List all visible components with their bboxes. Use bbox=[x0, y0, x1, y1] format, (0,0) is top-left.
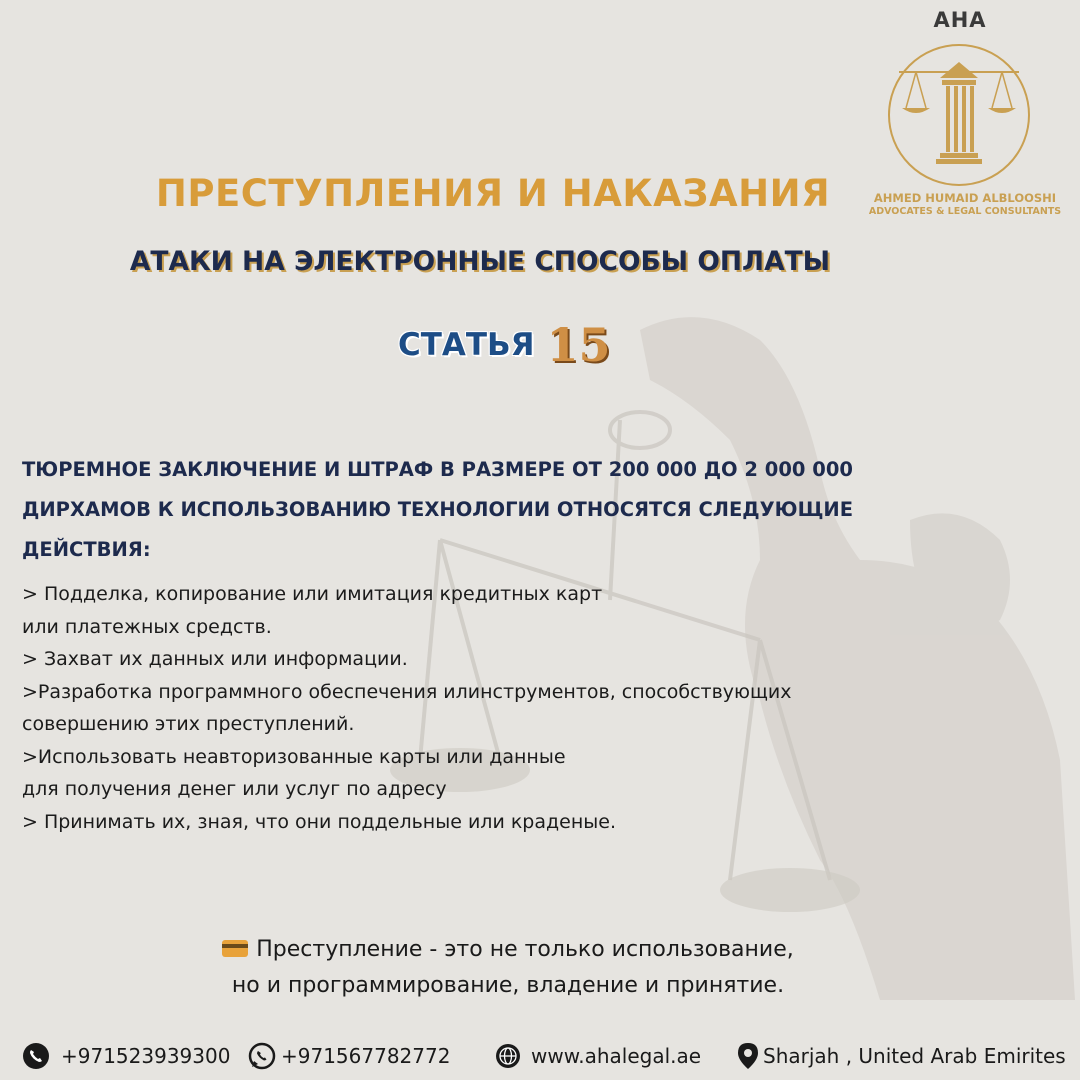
scales-column-icon bbox=[874, 40, 1044, 190]
website-url: www.ahalegal.ae bbox=[531, 1044, 702, 1068]
list-item: >Использовать неавторизованные карты или данные bbox=[22, 745, 566, 768]
location-contact bbox=[736, 1042, 1066, 1070]
logo-firm-name: AHMED HUMAID ALBLOOSHI bbox=[873, 191, 1057, 205]
offence-list bbox=[22, 578, 892, 838]
whatsapp-icon bbox=[248, 1042, 276, 1070]
penalty-line: ДИРХАМОВ К ИСПОЛЬЗОВАНИЮ ТЕХНОЛОГИИ ОТНОСЯТСЯ СЛЕДУЮЩИЕ bbox=[22, 498, 854, 521]
list-item: совершению этих преступлений. bbox=[22, 713, 355, 735]
phone-number: +971523939300 bbox=[61, 1044, 231, 1068]
list-item: > Захват их данных или информации. bbox=[22, 648, 408, 670]
page-subtitle: АТАКИ НА ЭЛЕКТРОННЫЕ СПОСОБЫ ОПЛАТЫ bbox=[129, 246, 831, 277]
contact-footer bbox=[0, 1036, 1080, 1076]
whatsapp-contact[interactable] bbox=[248, 1042, 450, 1070]
penalty-line: ТЮРЕМНОЕ ЗАКЛЮЧЕНИЕ И ШТРАФ В РАЗМЕРЕ ОТ 200 000 ДО 2 000 000 bbox=[22, 458, 853, 481]
whatsapp-number: +971567782772 bbox=[281, 1044, 451, 1068]
article-label: СТАТЬЯ bbox=[398, 327, 535, 363]
list-item: или платежных средств. bbox=[22, 615, 272, 638]
location-pin-icon bbox=[736, 1042, 760, 1070]
summary-note bbox=[0, 932, 1016, 1004]
penalty-line: ДЕЙСТВИЯ: bbox=[22, 538, 151, 561]
page-title: ПРЕСТУПЛЕНИЯ И НАКАЗАНИЯ bbox=[155, 172, 831, 215]
list-item: > Подделка, копирование или имитация кредитных карт bbox=[22, 583, 603, 605]
list-item: > Принимать их, зная, что они поддельные или краденые. bbox=[22, 810, 616, 833]
note-line-1: Преступление - это не только использование, bbox=[256, 937, 794, 962]
logo-mark: AHA bbox=[933, 8, 987, 32]
logo-firm-subtitle: ADVOCATES & LEGAL CONSULTANTS bbox=[868, 206, 1062, 217]
location-text: Sharjah , United Arab Emirites bbox=[763, 1044, 1066, 1068]
article-heading bbox=[398, 318, 611, 374]
phone-icon bbox=[22, 1042, 50, 1070]
note-line-2: но и программирование, владение и принятие. bbox=[231, 973, 785, 998]
list-item: для получения денег или услуг по адресу bbox=[22, 778, 447, 800]
phone-contact[interactable] bbox=[22, 1042, 230, 1070]
credit-card-icon bbox=[222, 940, 248, 957]
list-item: >Разработка программного обеспечения илинструментов, способствующих bbox=[22, 680, 792, 703]
penalty-statement bbox=[22, 450, 882, 570]
article-number: 15 bbox=[546, 318, 611, 372]
globe-icon bbox=[494, 1042, 522, 1070]
website-link[interactable] bbox=[494, 1042, 701, 1070]
